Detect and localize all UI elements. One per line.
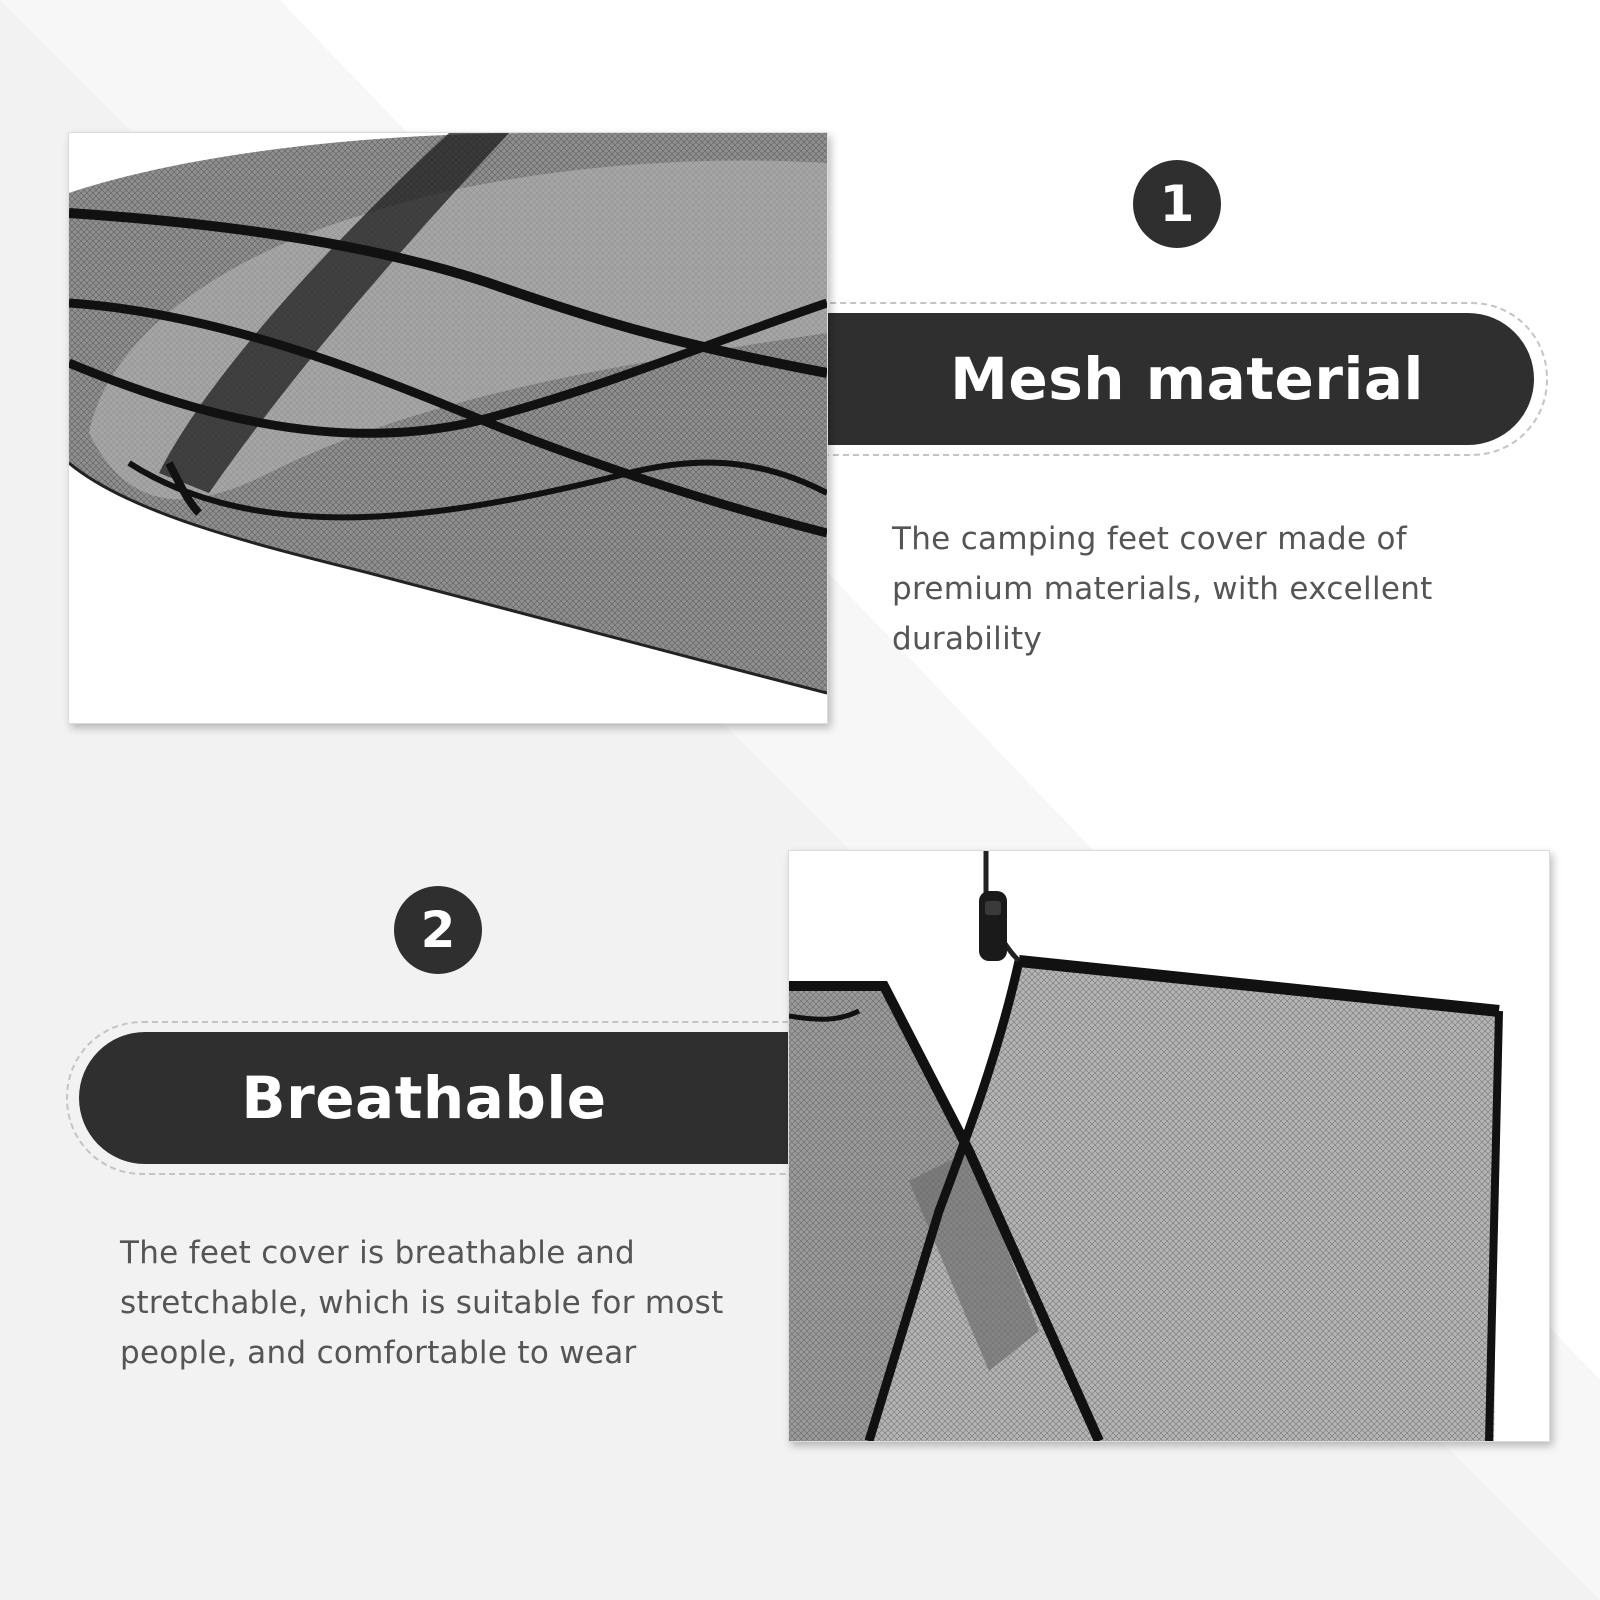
step-number-badge — [1133, 160, 1221, 248]
feature-title-pill — [800, 313, 1534, 445]
feature-title: Mesh material — [950, 345, 1424, 413]
feature-title: Breathable — [241, 1064, 607, 1132]
feature-title-pill — [79, 1032, 809, 1164]
step-number: 2 — [420, 901, 456, 959]
breathable-photo — [788, 850, 1550, 1442]
feature-description: The camping feet cover made of premium materials, with excellent durability — [892, 521, 1433, 657]
feature-description: The feet cover is breathable and stretchable, which is suitable for most people, and comfortable to wear — [120, 1235, 724, 1371]
step-number-badge — [394, 886, 482, 974]
step-number: 1 — [1159, 175, 1195, 233]
mesh-material-photo — [68, 132, 828, 724]
